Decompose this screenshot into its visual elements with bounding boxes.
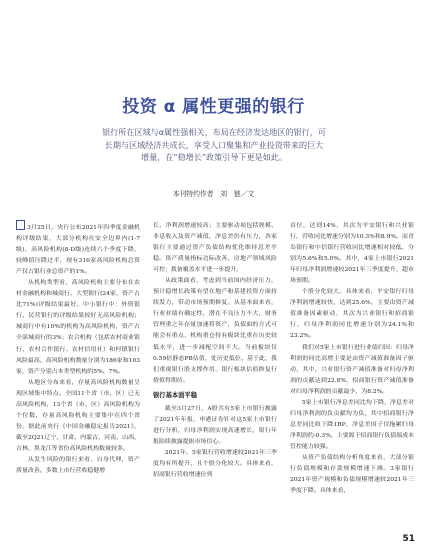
dropcap-box bbox=[16, 220, 25, 230]
body-paragraph: 从机构类型看，高风险机构主要分布在农村金融机构和城商行。大型银行(24家，资产占比71%)评级结果最好。中小银行中：外资银行、民营银行的评级结果较好无高风险机构；城商行中有10%的机构为高风险机构，资产占全部城商行的3%；农合机构（包括农村商业银行、农村合作银行、农村信用社）和村镇银行风险最高，高风险机构数量分别为186家和103家，资产分别占本类型机构的5%、7%。 bbox=[16, 279, 140, 375]
body-paragraph: 我们对5家上市银行进行业绩归因：归母净利润的同比高增主要是由资产减值准备因子驱动，其中，兴业银行资产减值准备对归母净利润的贡献达到22.8%，招商银行资产减值准备对归母净利润的贡献最少，为8.2%。 bbox=[290, 343, 414, 395]
body-column-2 bbox=[153, 220, 277, 532]
article-standfirst: 银行所在区域与α属性强相关，布局在经济发达地区的银行，可长期与区域经济共成长，享受人口聚集和产业投资带来的巨大增量，在“稳增长”政策引导下更是如此。 bbox=[102, 127, 326, 163]
page-number: 51 bbox=[402, 534, 415, 544]
body-paragraph: 个股分化较大。具体来看，平安银行归母净利润增速较快，达到25.6%，主要由资产减值准备因素驱动，其次为兴业银行和招商银行，归母净利润同比增速分别为24.1%和23.2%。 bbox=[290, 288, 414, 340]
body-paragraph: 长，净利润增速较高；主要驱动项包括规模、非息收入及资产减值，净息差仍有压力，各家银行主要通过资产负债结构优化维持息差平稳。资产质量指标边际改善，房地产领域风险可控；拨备覆盖水平进一步提升。 bbox=[153, 222, 277, 274]
body-paragraph: 截至3月27日，A股共有5家上市银行披露了2021年年报，申港证券针对这5家上市银行进行分析，归母净利润实现高速增长，银行年报陆续披露提振市场信心。 bbox=[153, 404, 277, 445]
body-column-1 bbox=[16, 220, 140, 532]
body-paragraph: 首位，达到14%，其次为平安银行和兴业银行，营收同比增速分别为10.3%和8.9%。而青岛银行和中信银行营收同比增速相对较低，分别为5.6%和5.0%。其中，4家上市银行2021年归母净利润增速较2021年三季度提升，超市场预期。 bbox=[290, 222, 414, 285]
body-paragraph: 从政策面看，考虑到当前国内经济压力，预计稳增长政策有望在地产和基建投资方面持续发力，带动市场预期修复。从基本面来看，行业业绩有确定性，潜在不良压力不大，财务管理重之年存量加速将资产，负债面的方式可能会有重点，机构重仓持有板块比重在历史较低水平，进一步减配空间不大。当前板块仅0.59倍静态PB估值，处历史低位。基于此，我们重视银行股支撑作用，银行板块估值修复行情值得期待。 bbox=[153, 277, 277, 384]
article-byline: 本刊特约作者 刘 链／文 bbox=[172, 190, 255, 198]
body-paragraph: 3月25日，央行公布2021年四季度金融机构评级结果，大部分机构在安全边界内(1-7级)，高风险机构(8-D级)连续六个季度下降，较峰值压降过半，现有316家高风险机构总资产仅占银行业总资产的1%。 bbox=[16, 220, 140, 277]
body-column-3 bbox=[290, 220, 414, 532]
top-margin bbox=[0, 0, 427, 24]
body-paragraph: 从地区分布来看，存量高风险机构数量呈现区域集中特点。全国11个省（市、区）已无高风险机构，13个省（市、区）高风险机构为个位数，存量高风险机构主要集中在四个省份。据此前央行《中国金融稳定报告2021》，截至2Q21辽宁、甘肃、内蒙古、河南、山西、吉林、黑龙江等省份高风险机构数量较多。 bbox=[16, 378, 140, 452]
article-title: 投资 α 属性更强的银行 bbox=[122, 97, 305, 117]
body-paragraph: 从发生风险的银行来看，自身代理，资产质量改善。多数上市行营收稳健增 bbox=[16, 455, 140, 475]
body-paragraph: 2021年，5家银行营收增速较2021年三季度均有所提升，且个股分化较大。具体来看，招商银行营收增速位列 bbox=[153, 448, 277, 479]
section-subheading: 银行基本面平稳 bbox=[153, 391, 198, 399]
body-columns bbox=[16, 220, 414, 532]
body-paragraph: 5家上市银行净息差同比均下降，净息差对归母净利润的负贡献均为负，其中招商银行净息差同比收下降1BP，净息差因子仅拖累归母净利润约-0.3%，主要源于招商银行负债端成本管控能力较强。 bbox=[290, 398, 414, 450]
body-paragraph: 从资产负债结构分析角度来看，大部分银行负债规模和存款规模增速下沸。3家银行2021年资产规模和负债规模增速较2021年三季度下降。具体来看， bbox=[290, 453, 414, 495]
